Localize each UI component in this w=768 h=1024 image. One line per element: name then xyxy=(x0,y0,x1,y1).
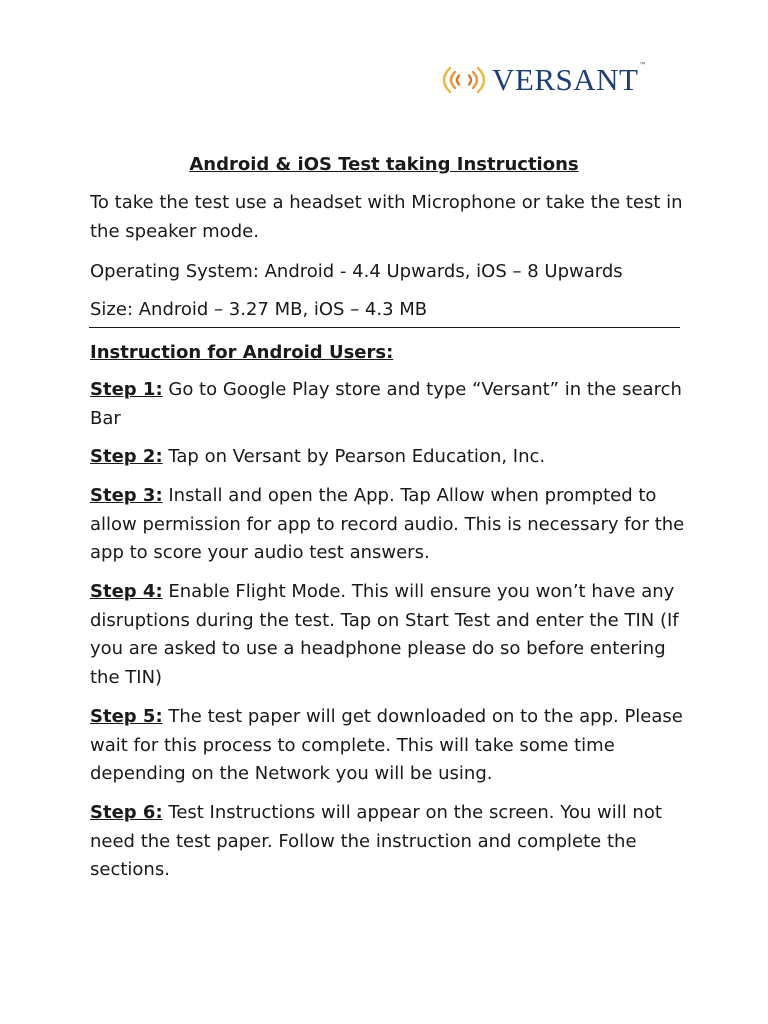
section-divider xyxy=(89,327,680,328)
step-label: Step 2: xyxy=(90,446,163,467)
step-6 xyxy=(90,799,690,885)
os-requirements: Operating System: Android - 4.4 Upwards, iOS – 8 Upwards xyxy=(90,261,623,282)
page-title: Android & iOS Test taking Instructions xyxy=(189,154,579,175)
step-5 xyxy=(90,703,690,789)
intro-paragraph: To take the test use a headset with Microphone or take the test in the speaker mode. xyxy=(90,192,683,242)
step-label: Step 3: xyxy=(90,485,163,506)
step-text: Test Instructions will appear on the screen. You will not need the test paper. Follow the instruction and complete the sections. xyxy=(90,802,662,880)
step-3 xyxy=(90,482,690,568)
trademark-symbol: ™ xyxy=(639,62,646,68)
versant-logo xyxy=(436,60,645,100)
step-text: Install and open the App. Tap Allow when prompted to allow permission for app to record audio. This is necessary for the app to score your audio test answers. xyxy=(90,485,685,563)
step-text: The test paper will get downloaded on to the app. Please wait for this process to complete. This will take some time depending on the Network you will be using. xyxy=(90,706,683,784)
app-size: Size: Android – 3.27 MB, iOS – 4.3 MB xyxy=(90,299,428,320)
step-label: Step 4: xyxy=(90,581,163,602)
step-text: Tap on Versant by Pearson Education, Inc. xyxy=(162,446,546,467)
step-label: Step 1: xyxy=(90,379,163,400)
step-text: Go to Google Play store and type “Versant” in the search Bar xyxy=(90,379,682,429)
step-label: Step 6: xyxy=(90,802,163,823)
android-section-heading: Instruction for Android Users: xyxy=(90,342,394,363)
sound-wave-icon xyxy=(436,62,492,98)
logo-wordmark: VERSANT xyxy=(492,62,639,97)
step-text: Enable Flight Mode. This will ensure you won’t have any disruptions during the test. Tap on Start Test and enter the TIN (If you are asked to use a headphone please do so before entering the TIN) xyxy=(90,581,679,688)
step-2 xyxy=(90,443,690,472)
step-4 xyxy=(90,578,690,692)
step-1 xyxy=(90,376,690,433)
step-label: Step 5: xyxy=(90,706,163,727)
